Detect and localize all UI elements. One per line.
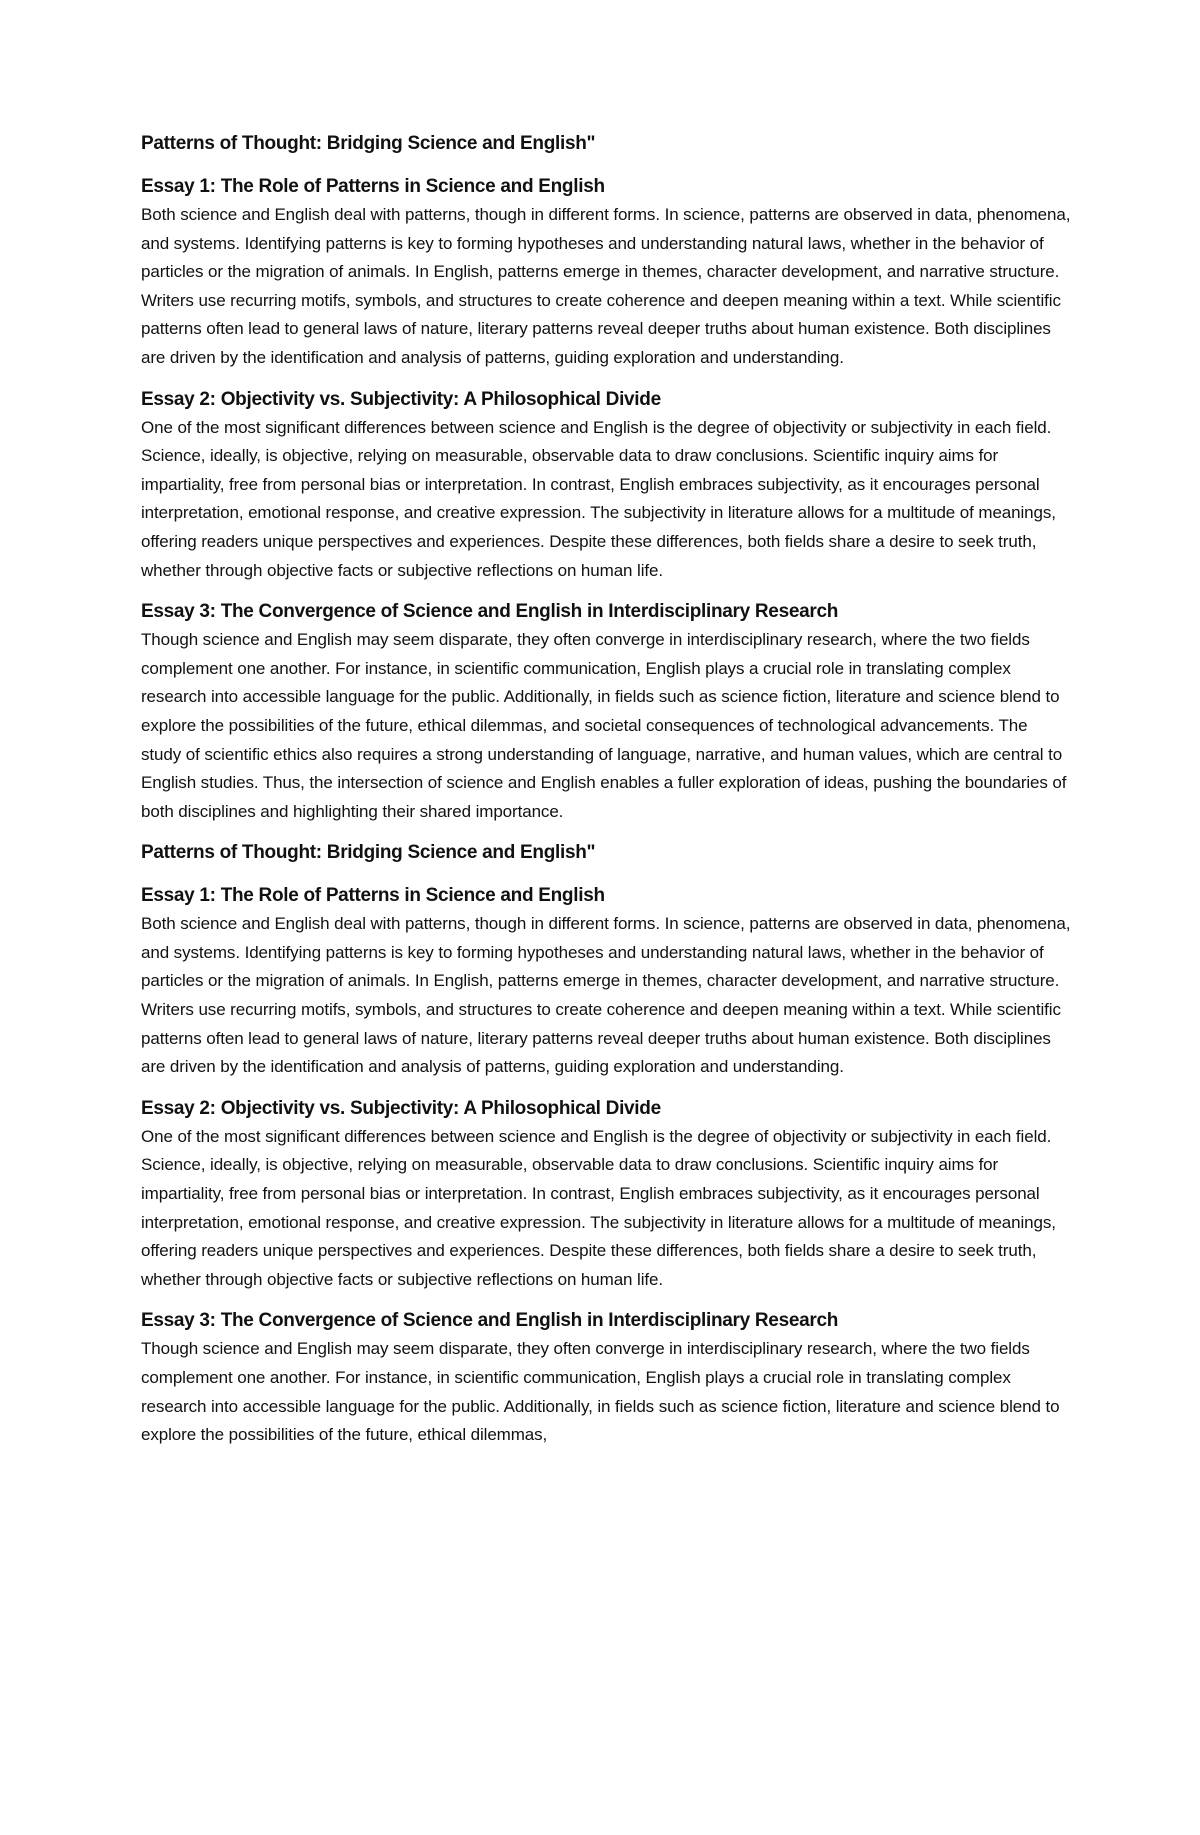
essay-1 [141,882,1071,1082]
essay-body: Both science and English deal with patterns, though in different forms. In science, patterns are observed in data, phenomena, and systems. Identifying patterns is key to forming hypotheses and understanding natural laws, whether in the behavior of particles or the migration of animals. In English, patterns emerge in themes, character development, and narrative structure. Writers use recurring motifs, symbols, and structures to create coherence and deepen meaning within a text. While scientific patterns often lead to general laws of nature, literary patterns reveal deeper truths about human existence. Both disciplines are driven by the identification and analysis of patterns, guiding exploration and understanding. [141,205,1071,367]
essay-1 [141,173,1071,373]
essay-heading: Essay 1: The Role of Patterns in Science and English [141,176,605,197]
document-title: Patterns of Thought: Bridging Science and English" [141,133,596,154]
document-page [141,130,1071,1463]
document-title: Patterns of Thought: Bridging Science and English" [141,842,596,864]
essay-3 [141,1307,1071,1449]
document-section-1 [141,130,1071,826]
essay-heading: Essay 1: The Role of Patterns in Science and English [141,885,605,907]
essay-2 [141,1095,1071,1295]
essay-body: One of the most significant differences between science and English is the degree of objectivity or subjectivity in each field. Science, ideally, is objective, relying on measurable, observable data to draw conclusions. Scientific inquiry aims for impartiality, free from personal bias or interpretation. In contrast, English embraces subjectivity, as it encourages personal interpretation, emotional response, and creative expression. The subjectivity in literature allows for a multitude of meanings, offering readers unique perspectives and experiences. Despite these differences, both fields share a desire to seek truth, whether through objective facts or subjective reflections on human life. [141,417,1056,580]
essay-3 [141,598,1071,826]
essay-heading: Essay 3: The Convergence of Science and English in Interdisciplinary Research [141,601,839,623]
document-section-2 [141,839,1071,1450]
essay-body: Both science and English deal with patterns, though in different forms. In science, patterns are observed in data, phenomena, and systems. Identifying patterns is key to forming hypotheses and understanding natural laws, whether in the behavior of particles or the migration of animals. In English, patterns emerge in themes, character development, and narrative structure. Writers use recurring motifs, symbols, and structures to create coherence and deepen meaning within a text. While scientific patterns often lead to general laws of nature, literary patterns reveal deeper truths about human existence. Both disciplines are driven by the identification and analysis of patterns, guiding exploration and understanding. [141,914,1071,1077]
essay-body: One of the most significant differences between science and English is the degree of objectivity or subjectivity in each field. Science, ideally, is objective, relying on measurable, observable data to draw conclusions. Scientific inquiry aims for impartiality, free from personal bias or interpretation. In contrast, English embraces subjectivity, as it encourages personal interpretation, emotional response, and creative expression. The subjectivity in literature allows for a multitude of meanings, offering readers unique perspectives and experiences. Despite these differences, both fields share a desire to seek truth, whether through objective facts or subjective reflections on human life. [141,1126,1056,1289]
essay-heading: Essay 3: The Convergence of Science and English in Interdisciplinary Research [141,1310,839,1332]
essay-body: Though science and English may seem disparate, they often converge in interdisciplinary research, where the two fields complement one another. For instance, in scientific communication, English plays a crucial role in translating complex research into accessible language for the public. Additionally, in fields such as science fiction, literature and science blend to explore the possibilities of the future, ethical dilemmas, [141,1339,1060,1445]
essay-2 [141,386,1071,586]
essay-body: Though science and English may seem disparate, they often converge in interdisciplinary research, where the two fields complement one another. For instance, in scientific communication, English plays a crucial role in translating complex research into accessible language for the public. Additionally, in fields such as science fiction, literature and science blend to explore the possibilities of the future, ethical dilemmas, and societal consequences of technological advancements. The study of scientific ethics also requires a strong understanding of language, narrative, and human values, which are central to English studies. Thus, the intersection of science and English enables a fuller exploration of ideas, pushing the boundaries of both disciplines and highlighting their shared importance. [141,630,1067,821]
essay-heading: Essay 2: Objectivity vs. Subjectivity: A Philosophical Divide [141,388,661,410]
essay-heading: Essay 2: Objectivity vs. Subjectivity: A Philosophical Divide [141,1097,661,1119]
